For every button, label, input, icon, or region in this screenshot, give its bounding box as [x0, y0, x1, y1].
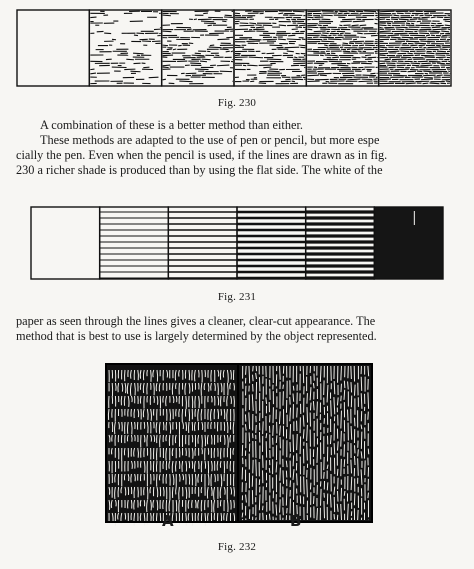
fig-231-panel — [31, 207, 100, 279]
text-line: cially the pen. Even when the pencil is used, if the lines are drawn as in fig. — [16, 148, 388, 162]
fig-230-panel — [89, 10, 161, 86]
panel-label-b: B — [290, 512, 302, 530]
fig-230-caption: Fig. 230 — [217, 97, 257, 109]
text-line: 230 a richer shade is produced than by using the flat side. The white of the — [16, 163, 383, 177]
fig-232-illustration — [104, 362, 374, 528]
fig-231-panel — [100, 207, 169, 279]
text-line: These methods are adapted to the use of pen or pencil, but more espe — [40, 133, 380, 147]
fig-231-illustration — [30, 205, 444, 281]
fig-231-panel — [306, 207, 375, 279]
fig-231-panel — [168, 207, 237, 279]
fig-230-panel — [17, 10, 89, 86]
fig-232-caption: Fig. 232 — [217, 541, 257, 553]
text-line: A combination of these is a better method than either. — [40, 118, 303, 132]
fig-230-panel — [306, 10, 378, 86]
fig-230-panel — [379, 10, 451, 86]
body-paragraph-1 — [16, 118, 462, 178]
fig-231-panel — [237, 207, 306, 279]
fig-231-panel — [374, 207, 443, 279]
panel-label-a: A — [162, 512, 174, 530]
text-line: paper as seen through the lines gives a cleaner, clear-cut appearance. The — [16, 314, 376, 328]
body-paragraph-2 — [16, 314, 462, 344]
fig-230-panel — [234, 10, 306, 86]
text-line: method that is best to use is largely determined by the object represented. — [16, 329, 377, 343]
fig-230-illustration — [16, 8, 452, 88]
fig-231-caption: Fig. 231 — [217, 291, 257, 303]
fig-230-panel — [162, 10, 234, 86]
